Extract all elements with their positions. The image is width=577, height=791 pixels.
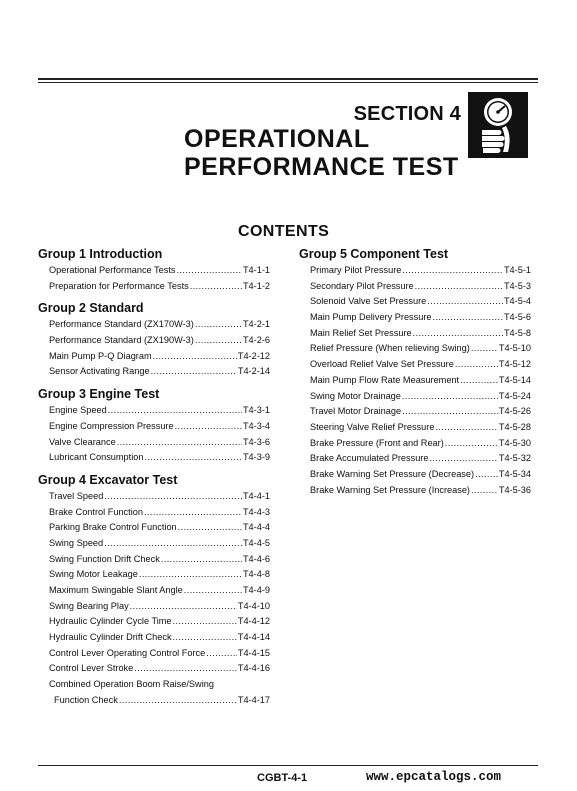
toc-entry[interactable] xyxy=(38,677,270,693)
toc-entry-page: T4-3-6 xyxy=(242,436,270,447)
toc-entry-title: Travel Speed xyxy=(49,490,104,501)
toc-entry-page: T4-5-1 xyxy=(503,265,531,275)
toc-entry-title: Brake Control Function xyxy=(49,506,143,517)
toc-entry[interactable] xyxy=(38,567,270,583)
toc-entry[interactable] xyxy=(299,326,531,342)
toc-dot-leader xyxy=(134,661,237,677)
toc-entry[interactable] xyxy=(299,420,531,436)
toc-group xyxy=(38,300,270,380)
toc-entry[interactable] xyxy=(299,341,531,357)
toc-entry-page: T4-4-6 xyxy=(242,553,270,564)
toc-group-title: Group 1 Introduction xyxy=(38,247,163,261)
toc-entry-page: T4-4-17 xyxy=(237,694,270,705)
toc-entry-title: Parking Brake Control Function xyxy=(49,522,177,533)
toc-dot-leader xyxy=(471,483,498,499)
toc-entry[interactable] xyxy=(299,389,531,405)
toc-dot-leader xyxy=(445,436,498,452)
toc-entry-page: T4-5-34 xyxy=(498,468,531,479)
toc-entry-title: Performance Standard (ZX170W-3) xyxy=(49,319,194,330)
toc-entry-title: Travel Motor Drainage xyxy=(310,406,402,417)
toc-entry-title: Engine Compression Pressure xyxy=(49,420,174,431)
toc-entry-page: T4-5-14 xyxy=(498,374,531,385)
toc-dot-leader xyxy=(161,552,242,568)
toc-entry-page: T4-5-3 xyxy=(503,280,531,291)
toc-entry-title: Performance Standard (ZX190W-3) xyxy=(49,335,194,346)
toc-entry-page: T4-3-9 xyxy=(242,452,270,463)
toc-entry[interactable] xyxy=(299,294,531,310)
toc-entry[interactable] xyxy=(299,279,531,295)
toc-entry[interactable] xyxy=(38,693,270,709)
toc-entry[interactable] xyxy=(38,520,270,536)
toc-entry[interactable] xyxy=(38,279,270,295)
toc-entry[interactable] xyxy=(299,357,531,373)
toc-dot-leader xyxy=(151,364,237,380)
toc-entry-page: T4-4-14 xyxy=(237,632,270,643)
toc-entry[interactable] xyxy=(299,436,531,452)
toc-entry-page: T4-4-15 xyxy=(237,647,270,658)
toc-entry[interactable] xyxy=(38,263,270,279)
toc-dot-leader xyxy=(195,333,242,349)
toc-entry-page: T4-5-12 xyxy=(498,359,531,370)
toc-entry-title: Primary Pilot Pressure xyxy=(310,265,402,275)
toc-group xyxy=(38,246,270,294)
toc-entry[interactable] xyxy=(38,317,270,333)
toc-dot-leader xyxy=(173,630,237,646)
toc-entry[interactable] xyxy=(38,489,270,505)
toc-entry[interactable] xyxy=(38,349,270,365)
toc-entry-page: T4-4-8 xyxy=(242,569,270,580)
toc-entry[interactable] xyxy=(38,364,270,380)
toc-entry-title: Swing Bearing Play xyxy=(49,600,129,611)
toc-left-column xyxy=(38,246,270,715)
toc-entry-page: T4-5-28 xyxy=(498,421,531,432)
toc-dot-leader xyxy=(153,349,237,365)
toc-entry[interactable] xyxy=(38,614,270,630)
toc-entry-page: T4-5-32 xyxy=(498,453,531,464)
toc-dot-leader xyxy=(184,583,242,599)
toc-entry-page: T4-2-12 xyxy=(237,350,270,361)
toc-entry[interactable] xyxy=(299,467,531,483)
toc-entry-page: T4-5-10 xyxy=(498,343,531,354)
toc-dot-leader xyxy=(413,326,503,342)
toc-entry[interactable] xyxy=(38,435,270,451)
bottom-rule xyxy=(38,765,538,766)
toc-entry[interactable] xyxy=(299,373,531,389)
toc-entry-title: Sensor Activating Range xyxy=(49,366,150,377)
toc-entry-page: T4-2-1 xyxy=(242,319,270,330)
toc-entry-page: T4-4-16 xyxy=(237,663,270,674)
toc-entry-page: T4-4-4 xyxy=(242,522,270,533)
toc-entry-title: Main Relief Set Pressure xyxy=(310,327,412,338)
toc-entry-title: Overload Relief Valve Set Pressure xyxy=(310,359,454,370)
toc-entry-page: T4-4-10 xyxy=(237,600,270,611)
toc-entry-page: T4-4-9 xyxy=(242,585,270,595)
toc-group-title: Group 4 Excavator Test xyxy=(38,472,178,487)
toc-entry-title: Solenoid Valve Set Pressure xyxy=(310,296,427,307)
toc-entry-page: T4-1-2 xyxy=(242,280,270,291)
toc-entry-title: Steering Valve Relief Pressure xyxy=(310,421,435,432)
toc-entry-title: Main Pump P-Q Diagram xyxy=(49,350,152,361)
toc-entry[interactable] xyxy=(38,419,270,435)
toc-dot-leader xyxy=(460,373,498,389)
toc-dot-leader xyxy=(176,263,241,279)
toc-dot-leader xyxy=(475,467,498,483)
section-title-line1: OPERATIONAL xyxy=(184,125,370,153)
toc-entry-title: Operational Performance Tests xyxy=(49,265,176,275)
toc-entry-page: T4-5-30 xyxy=(498,437,531,448)
toc-entry[interactable] xyxy=(38,599,270,615)
toc-group xyxy=(38,472,270,709)
toc-entry-title: Brake Pressure (Front and Rear) xyxy=(310,437,444,448)
toc-entry-page: T4-2-14 xyxy=(237,366,270,377)
toc-entry-page: T4-4-1 xyxy=(242,490,270,501)
toc-entry[interactable] xyxy=(38,552,270,568)
toc-group-title: Group 2 Standard xyxy=(38,301,144,316)
toc-entry[interactable] xyxy=(38,646,270,662)
toc-entry-page: T4-1-1 xyxy=(242,265,270,275)
toc-dot-leader xyxy=(429,451,497,467)
toc-entry-page: T4-5-4 xyxy=(503,296,531,307)
toc-entry-title: Lubricant Consumption xyxy=(49,452,144,463)
toc-entry-page: T4-5-24 xyxy=(498,390,531,401)
toc-dot-leader xyxy=(144,450,241,466)
page-code: CGBT-4-1 xyxy=(257,772,308,784)
toc-group xyxy=(38,386,270,466)
toc-entry-title: Valve Clearance xyxy=(49,436,116,447)
section-title-line2: PERFORMANCE TEST xyxy=(184,153,459,181)
toc-dot-leader xyxy=(402,404,498,420)
toc-group-title: Group 3 Engine Test xyxy=(38,387,160,402)
toc-entry[interactable] xyxy=(38,583,270,599)
toc-dot-leader xyxy=(195,317,242,333)
toc-dot-leader xyxy=(108,403,242,419)
toc-entry-title: Hydraulic Cylinder Drift Check xyxy=(49,632,172,643)
toc-entry-title: Main Pump Delivery Pressure xyxy=(310,312,432,323)
toc-dot-leader xyxy=(433,310,503,326)
toc-dot-leader xyxy=(455,357,498,373)
toc-group-title: Group 5 Component Test xyxy=(299,247,449,261)
toc-entry-title: Main Pump Flow Rate Measurement xyxy=(310,374,460,385)
contents-heading: CONTENTS xyxy=(238,223,330,240)
toc-entry[interactable] xyxy=(299,310,531,326)
toc-entry-page: T4-5-6 xyxy=(503,312,531,323)
toc-entry[interactable] xyxy=(38,661,270,677)
toc-dot-leader xyxy=(178,520,242,536)
toc-dot-leader xyxy=(104,536,242,552)
toc-entry[interactable] xyxy=(38,630,270,646)
toc-dot-leader xyxy=(175,419,242,435)
toc-entry-page: T4-4-3 xyxy=(242,506,270,517)
toc-entry-title: Maximum Swingable Slant Angle xyxy=(49,585,183,595)
toc-dot-leader xyxy=(130,599,237,615)
toc-entry-title: Secondary Pilot Pressure xyxy=(310,280,414,291)
top-rule-thin xyxy=(38,82,538,83)
toc-dot-leader xyxy=(139,567,242,583)
toc-entry[interactable] xyxy=(38,450,270,466)
toc-entry-title: Combined Operation Boom Raise/Swing xyxy=(49,679,214,690)
toc-entry-page: T4-2-6 xyxy=(242,335,270,346)
toc-dot-leader xyxy=(402,389,498,405)
toc-dot-leader xyxy=(104,489,242,505)
toc-entry-title: Swing Motor Leakage xyxy=(49,569,138,580)
toc-dot-leader xyxy=(427,294,503,310)
toc-entry[interactable] xyxy=(38,403,270,419)
section-number: SECTION 4 xyxy=(353,103,461,125)
toc-entry-title: Function Check xyxy=(54,694,118,705)
toc-dot-leader xyxy=(471,341,498,357)
toc-group xyxy=(299,246,531,498)
toc-entry-page: T4-4-5 xyxy=(242,537,270,548)
toc-entry[interactable] xyxy=(38,505,270,521)
toc-entry-page: T4-5-36 xyxy=(498,484,531,495)
toc-entry-page: T4-3-1 xyxy=(242,405,270,416)
toc-entry[interactable] xyxy=(299,263,531,279)
toc-dot-leader xyxy=(415,279,503,295)
toc-entry[interactable] xyxy=(299,483,531,499)
toc-entry-title: Engine Speed xyxy=(49,405,107,416)
toc-entry-page: T4-5-8 xyxy=(503,327,531,338)
toc-entry[interactable] xyxy=(38,536,270,552)
toc-entry-title: Control Lever Stroke xyxy=(49,663,134,674)
toc-dot-leader xyxy=(190,279,242,295)
toc-entry-page: T4-5-26 xyxy=(498,406,531,417)
toc-entry-page: T4-3-4 xyxy=(242,420,270,431)
toc-entry-title: Swing Motor Drainage xyxy=(310,390,401,401)
top-rule xyxy=(38,78,538,80)
toc-entry-title: Control Lever Operating Control Force xyxy=(49,647,206,658)
toc-entry-title: Brake Accumulated Pressure xyxy=(310,453,429,464)
toc-dot-leader xyxy=(173,614,237,630)
toc-entry[interactable] xyxy=(299,404,531,420)
toc-dot-leader xyxy=(435,420,497,436)
hand-gauge-icon xyxy=(468,92,528,158)
toc-entry-title: Preparation for Performance Tests xyxy=(49,280,189,291)
toc-entry-page: T4-4-12 xyxy=(237,616,270,627)
toc-dot-leader xyxy=(117,435,242,451)
toc-dot-leader xyxy=(206,646,237,662)
toc-entry-title: Brake Warning Set Pressure (Decrease) xyxy=(310,468,475,479)
toc-entry-title: Brake Warning Set Pressure (Increase) xyxy=(310,484,470,495)
footer-url[interactable]: www.epcatalogs.com xyxy=(366,770,502,784)
toc-entry-title: Swing Function Drift Check xyxy=(49,553,160,564)
toc-entry-title: Swing Speed xyxy=(49,537,104,548)
toc-entry[interactable] xyxy=(38,333,270,349)
toc-entry-title: Hydraulic Cylinder Cycle Time xyxy=(49,616,172,627)
toc-entry[interactable] xyxy=(299,451,531,467)
toc-dot-leader xyxy=(402,263,503,279)
toc-dot-leader xyxy=(144,505,242,521)
toc-right-column xyxy=(299,246,531,504)
toc-entry-title: Relief Pressure (When relieving Swing) xyxy=(310,343,470,354)
toc-dot-leader xyxy=(119,693,237,709)
